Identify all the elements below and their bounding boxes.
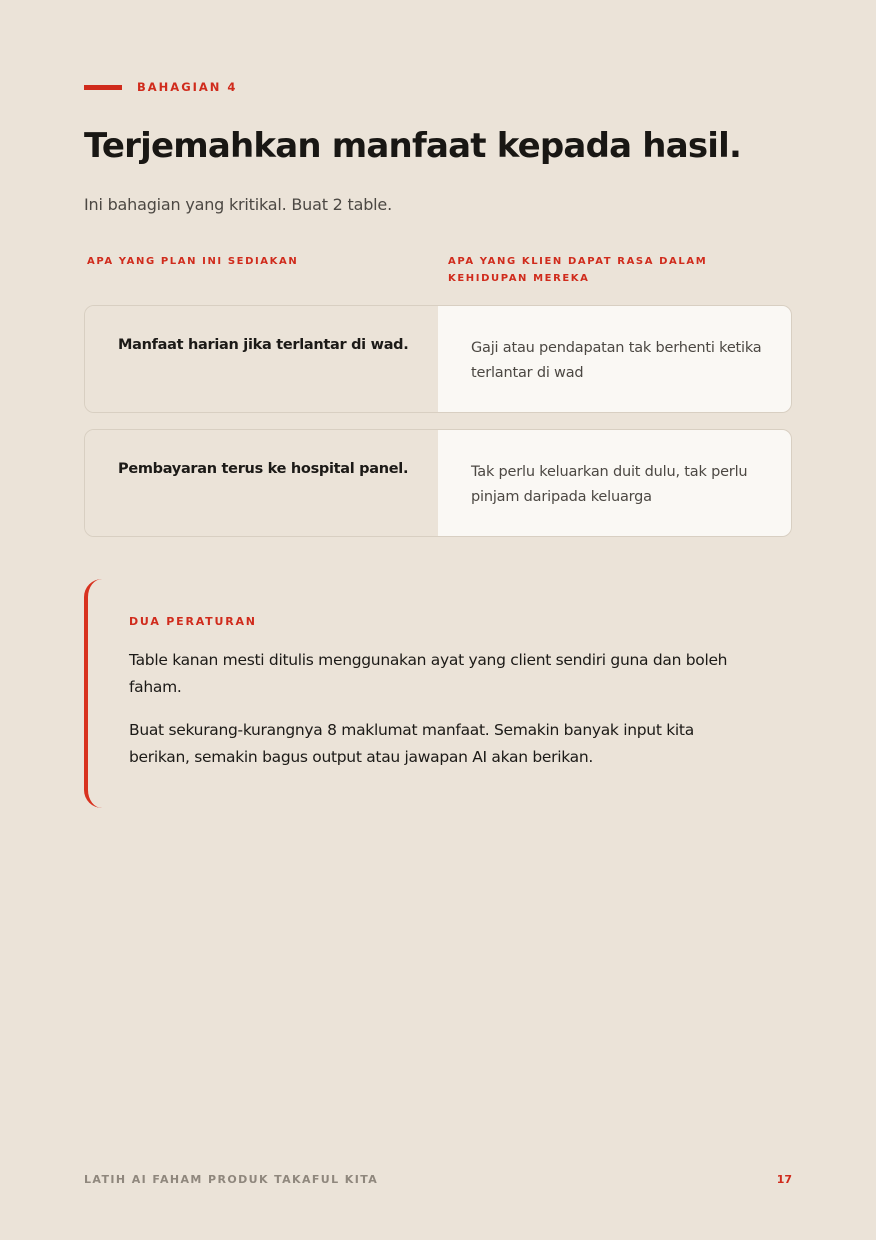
rules-title: DUA PERATURAN xyxy=(129,615,257,628)
section-tag xyxy=(84,80,237,94)
page-title: Terjemahkan manfaat kepada hasil. xyxy=(84,126,742,166)
rule-item: Table kanan mesti ditulis menggunakan ayat yang client sendiri guna dan boleh faham. xyxy=(129,651,728,696)
benefit-cell: Pembayaran terus ke hospital panel. xyxy=(85,430,438,536)
benefit-row xyxy=(84,305,792,413)
rule-item: Buat sekurang-kurangnya 8 maklumat manfaat. Semakin banyak input kita berikan, semakin bagus output atau jawapan AI akan berikan. xyxy=(129,721,694,766)
column-header-plan: APA YANG PLAN INI SEDIAKAN xyxy=(87,256,299,267)
benefit-row xyxy=(84,429,792,537)
benefit-cell: Manfaat harian jika terlantar di wad. xyxy=(85,306,438,412)
outcome-cell: Tak perlu keluarkan duit dulu, tak perlu pinjam daripada keluarga xyxy=(438,430,791,536)
rules-callout xyxy=(84,579,744,808)
page-subtitle: Ini bahagian yang kritikal. Buat 2 table. xyxy=(84,195,392,214)
page-number: 17 xyxy=(776,1173,792,1186)
outcome-cell: Gaji atau pendapatan tak berhenti ketika terlantar di wad xyxy=(438,306,791,412)
section-accent-bar xyxy=(84,85,122,90)
column-header-client: APA YANG KLIEN DAPAT RASA DALAM KEHIDUPAN MEREKA xyxy=(448,256,708,284)
section-label: BAHAGIAN 4 xyxy=(137,80,238,94)
footer-title: LATIH AI FAHAM PRODUK TAKAFUL KITA xyxy=(84,1173,379,1186)
